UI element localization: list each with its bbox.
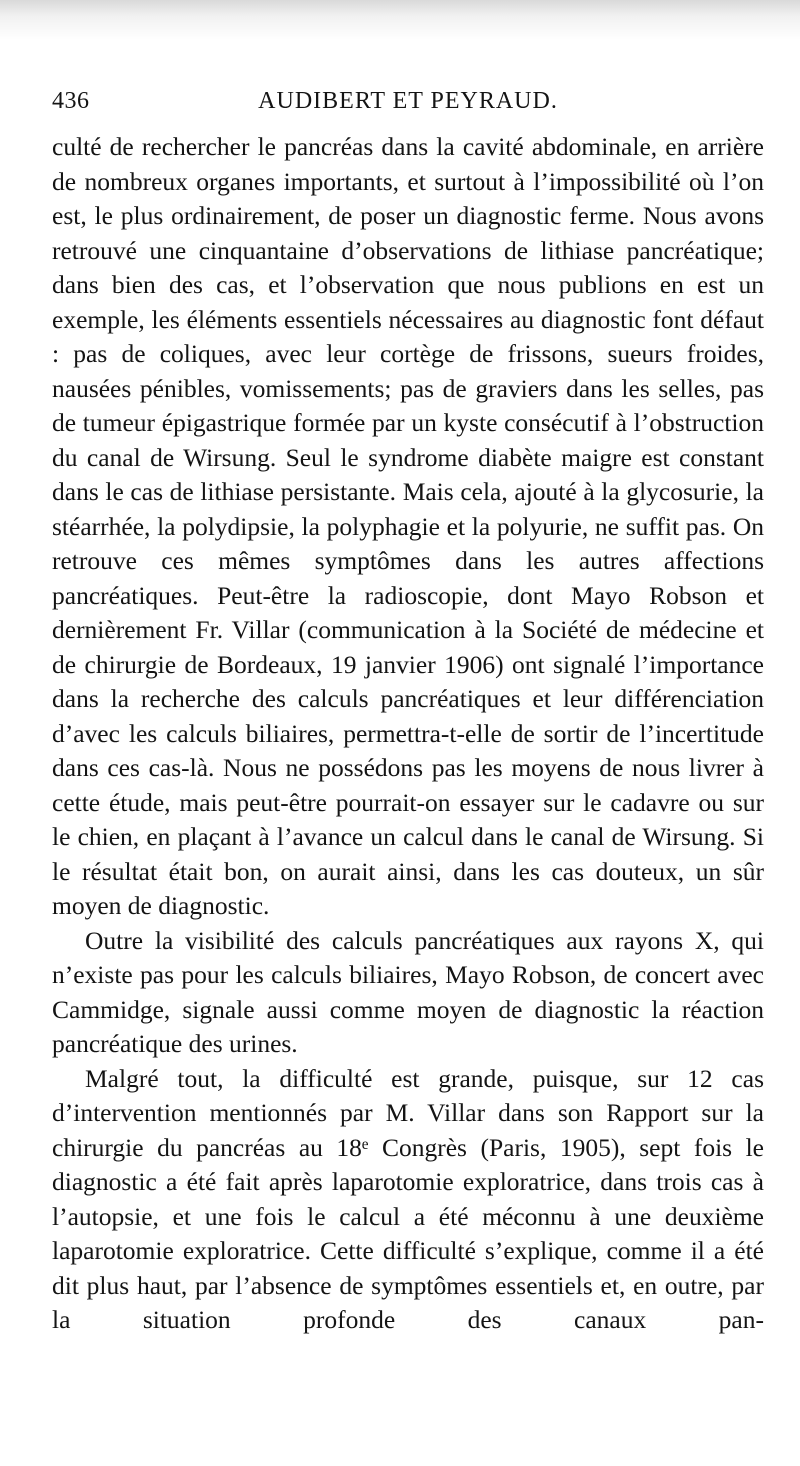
- running-header: [52, 84, 764, 124]
- body-text: [52, 130, 764, 1338]
- paragraph: culté de rechercher le pancréas dans la cavité abdominale, en arrière de nombreux organes importants, et surtout à l’impossibilité où l’on est, le plus ordinairement, de poser un diagnostic ferme. Nous avons retrouvé une cinquantaine d’observations de lithiase pancréatique; dans bien des cas, et l’observation que nous publions en est un exemple, les éléments essentiels nécessaires au diagnostic font défaut : pas de coliques, avec leur cortège de frissons, sueurs froides, nausées pénibles, vomissements; pas de graviers dans les selles, pas de tumeur épigastrique formée par un kyste consécutif à l’obstruction du canal de Wirsung. Seul le syndrome diabète maigre est constant dans le cas de lithiase persistante. Mais cela, ajouté à la glycosurie, la stéarrhée, la polydipsie, la polyphagie et la polyurie, ne suffit pas. On retrouve ces mêmes symptômes dans les autres affections pancréatiques. Peut-être la radioscopie, dont Mayo Robson et dernièrement Fr. Villar (communication à la Société de médecine et de chirurgie de Bordeaux, 19 janvier 1906) ont signalé l’importance dans la recherche des calculs pancréatiques et leur différenciation d’avec les calculs biliaires, permettra-t-elle de sortir de l’incertitude dans ces cas-là. Nous ne possédons pas les moyens de nous livrer à cette étude, mais peut-être pourrait-on essayer sur le cadavre ou sur le chien, en plaçant à l’avance un calcul dans le canal de Wirsung. Si le résultat était bon, on aurait ainsi, dans les cas douteux, un sûr moyen de diagnostic.: [52, 132, 764, 920]
- book-page: [52, 84, 764, 1338]
- running-title: AUDIBERT ET PEYRAUD.: [258, 88, 558, 114]
- paragraph: Outre la visibilité des calculs pancréatiques aux rayons X, qui n’existe pas pour les calculs biliaires, Mayo Robson, de concert avec Cammidge, signale aussi comme moyen de diagnostic la réaction pancréatique des urines.: [52, 925, 764, 1058]
- paragraph: Malgré tout, la difficulté est grande, puisque, sur 12 cas d’intervention mentionnés par M. Villar dans son Rapport sur la chirurgie du pancréas au 18ᵉ Congrès (Paris, 1905), sept fois le diagnostic a été fait après laparotomie exploratrice, dans trois cas à l’autopsie, et une fois le calcul a été méconnu à une deuxième laparotomie exploratrice. Cette difficulté s’explique, comme il a été dit plus haut, par l’absence de symptômes essentiels et, en outre, par la situation profonde des canaux pan-: [52, 1063, 764, 1334]
- page-number: 436: [52, 88, 90, 114]
- scan-top-shadow: [0, 0, 800, 40]
